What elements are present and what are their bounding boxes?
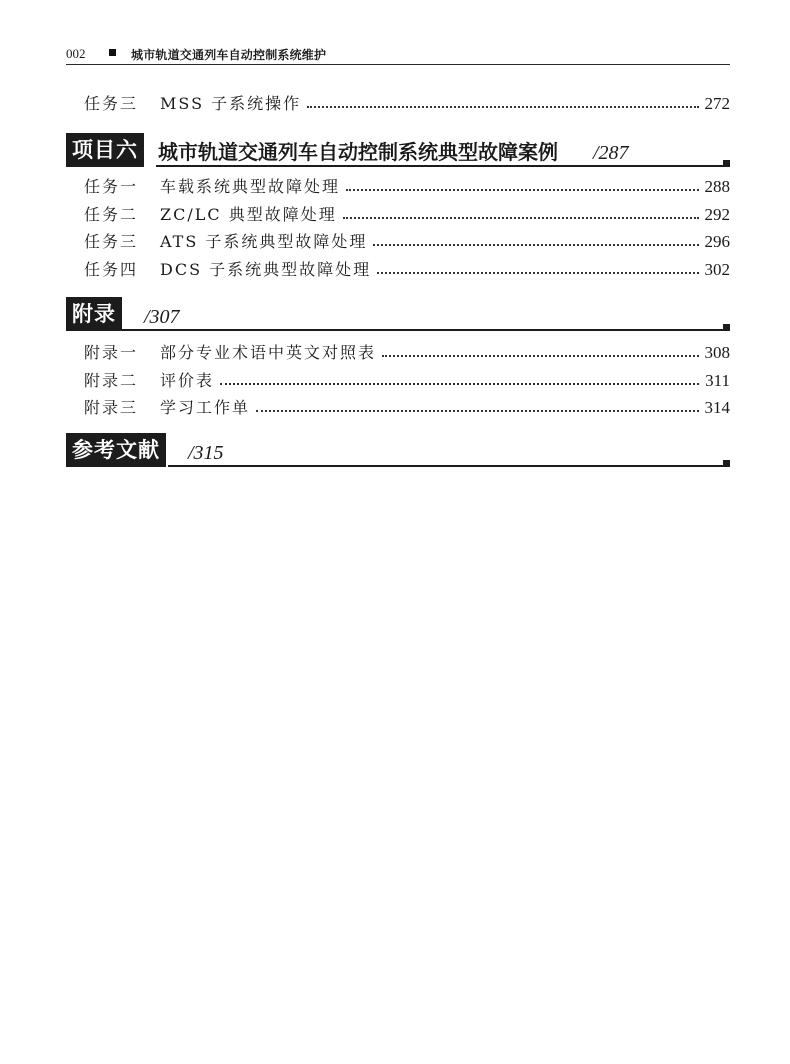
toc-entry-title: DCS 子系统典型故障处理 bbox=[160, 260, 372, 279]
toc-entry-page: 314 bbox=[704, 398, 730, 417]
section-rule bbox=[168, 465, 730, 467]
section-rule bbox=[122, 329, 730, 331]
toc-entry-title: MSS 子系统操作 bbox=[160, 94, 302, 113]
toc-entry-number: 附录三 bbox=[84, 398, 139, 417]
toc-entry[interactable] bbox=[84, 259, 730, 281]
toc-entry-page: 292 bbox=[704, 205, 730, 224]
toc-entry-page: 308 bbox=[704, 343, 730, 362]
toc-entry-page: 272 bbox=[704, 94, 730, 113]
section-label: 附录 bbox=[66, 297, 122, 331]
toc-entry-page: 296 bbox=[704, 232, 730, 251]
toc-entry-number: 附录二 bbox=[84, 371, 139, 390]
section-label: 项目六 bbox=[66, 133, 144, 167]
dot-leader bbox=[220, 383, 699, 385]
toc-entry-title: 评价表 bbox=[160, 371, 215, 390]
book-title: 城市轨道交通列车自动控制系统维护 bbox=[131, 48, 327, 62]
toc-entry-page: 311 bbox=[705, 371, 730, 390]
toc-entry-title: ATS 子系统典型故障处理 bbox=[160, 232, 368, 251]
section-heading-appendix[interactable] bbox=[66, 297, 730, 331]
toc-entry-number: 附录一 bbox=[84, 343, 139, 362]
toc-entry-number: 任务一 bbox=[84, 177, 139, 196]
dot-leader bbox=[343, 217, 699, 219]
dot-leader bbox=[382, 355, 698, 357]
square-end-icon bbox=[723, 160, 730, 167]
toc-entry-number: 任务二 bbox=[84, 205, 139, 224]
dot-leader bbox=[373, 244, 698, 246]
toc-entry[interactable] bbox=[84, 231, 730, 253]
toc-entry-title: 学习工作单 bbox=[160, 398, 251, 417]
toc-entry-title: ZC/LC 典型故障处理 bbox=[160, 205, 337, 224]
section-rule bbox=[156, 165, 730, 167]
section-label: 参考文献 bbox=[66, 433, 166, 467]
page-number: 002 bbox=[66, 46, 86, 61]
toc-entry[interactable] bbox=[84, 397, 730, 419]
section-page: /287 bbox=[593, 142, 629, 164]
section-page: /307 bbox=[144, 306, 180, 328]
toc-entry[interactable] bbox=[84, 370, 730, 392]
toc-entry-title: 部分专业术语中英文对照表 bbox=[160, 343, 377, 362]
section-page: /315 bbox=[188, 442, 224, 464]
toc-entry-number: 任务三 bbox=[84, 94, 139, 113]
toc-entry-number: 任务三 bbox=[84, 232, 139, 251]
square-end-icon bbox=[723, 324, 730, 331]
dot-leader bbox=[307, 106, 698, 108]
section-heading-project6[interactable] bbox=[66, 133, 730, 167]
section-title: 城市轨道交通列车自动控制系统典型故障案例 bbox=[158, 140, 558, 164]
running-header bbox=[66, 40, 730, 65]
square-bullet-icon bbox=[109, 49, 116, 56]
toc-entry[interactable] bbox=[84, 342, 730, 364]
section-heading-references[interactable] bbox=[66, 433, 730, 467]
toc-entry[interactable] bbox=[84, 204, 730, 226]
toc-entry-number: 任务四 bbox=[84, 260, 139, 279]
toc-entry-page: 302 bbox=[704, 260, 730, 279]
toc-entry[interactable] bbox=[84, 93, 730, 115]
dot-leader bbox=[377, 272, 698, 274]
toc-entry-page: 288 bbox=[704, 177, 730, 196]
dot-leader bbox=[256, 410, 698, 412]
dot-leader bbox=[346, 189, 698, 191]
toc-entry-title: 车载系统典型故障处理 bbox=[160, 177, 341, 196]
square-end-icon bbox=[723, 460, 730, 467]
toc-entry[interactable] bbox=[84, 176, 730, 198]
